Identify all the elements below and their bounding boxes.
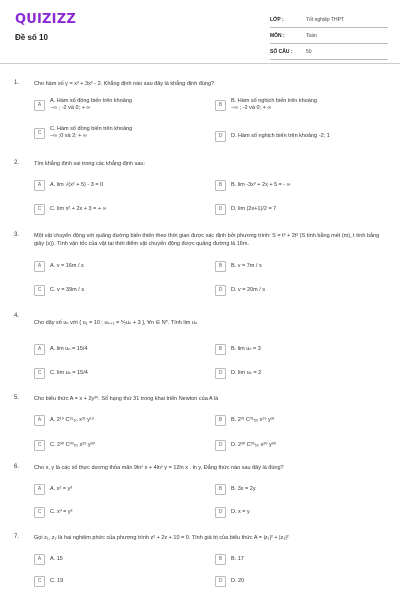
option-letter-box: C [34, 576, 45, 587]
option-text: C. 2³⁰ C³⁰₅₀ x²⁰ y³⁰ [50, 441, 95, 448]
question-number: 3. [14, 232, 20, 238]
option-a[interactable] [34, 177, 212, 193]
option-d[interactable] [215, 365, 390, 381]
option-letter-box: A [34, 415, 45, 426]
option-letter-box: B [215, 261, 226, 272]
option-c[interactable] [34, 125, 212, 141]
question-text: Gọi z₁, z₂ là hai nghiệm phức của phương trình z² + 2z + 10 = 0. Tính giá trị của biểu thức A = |z₁|² + |z₂|² [34, 535, 289, 541]
option-b[interactable] [215, 412, 390, 428]
option-text: A. lim √(x² + 5) - 3 = 0 [50, 181, 104, 188]
question-text: Cho x, y là các số thực dương thỏa mãn 9lnˣ x + 4lnˣ y = 12ln x . ln y. Đẳng thức nào sau đây là đúng? [34, 465, 284, 471]
option-text: C. lim x² + 2x + 3 = + ∞ [50, 205, 107, 212]
option-text: D. 2³⁰ C³⁰₅₀ x²⁰ y³⁰ [231, 441, 276, 448]
meta-label: SỐ CÂU : [270, 48, 293, 55]
option-d[interactable] [215, 437, 390, 453]
question-text: Cho dãy số uₙ với { u₁ = 10 ; uₙ₊₁ = ⅕uₙ + 3 }, ∀n ∈ N*. Tính lim uₙ [34, 320, 198, 326]
option-letter-box: A [34, 344, 45, 355]
meta-value: 50 [306, 48, 312, 55]
option-letter-box: D [215, 440, 226, 451]
option-c[interactable] [34, 504, 212, 520]
option-b[interactable] [215, 177, 390, 193]
meta-row-subject [270, 28, 388, 44]
page-title: Đề số 10 [15, 33, 48, 42]
option-c[interactable] [34, 282, 212, 298]
question-text: Cho biểu thức A = x + 2y³⁰. Số hạng thứ 31 trong khai triển Newton của A là [34, 396, 219, 402]
header-divider [0, 63, 400, 64]
option-c[interactable] [34, 573, 212, 589]
option-text: D. x = y [231, 508, 250, 515]
option-letter-box: B [215, 180, 226, 191]
option-letter-box: C [34, 440, 45, 451]
option-text: C. lim uₙ = 15/4 [50, 369, 88, 376]
question-number: 5. [14, 395, 20, 401]
option-text: B. 2³¹ C³¹₅₀ x¹⁹ y³¹ [231, 416, 275, 423]
option-d[interactable] [215, 573, 390, 589]
option-text: B. Hàm số nghịch biến trên khoảng [231, 98, 317, 104]
option-letter-box: C [34, 128, 45, 139]
meta-label: LỚP : [270, 16, 284, 23]
question-text: Cho hàm số y = x³ + 3x² - 2. Khẳng định nào sau đây là khẳng định đúng? [34, 81, 215, 87]
option-letter-box: B [215, 554, 226, 565]
option-text: D. Hàm số nghịch biến trên khoảng -2; 1 [231, 132, 330, 139]
option-letter-box: A [34, 261, 45, 272]
option-letter-box: B [215, 100, 226, 111]
option-letter-box: C [34, 368, 45, 379]
option-b[interactable] [215, 551, 390, 567]
question-text: Tìm khẳng định sai trong các khẳng định sau: [34, 161, 145, 167]
quizizz-logo: QUIZIZZ [15, 12, 76, 27]
option-letter-box: B [215, 415, 226, 426]
option-letter-box: B [215, 484, 226, 495]
option-letter-box: D [215, 507, 226, 518]
option-b[interactable] [215, 481, 390, 497]
question-number: 2. [14, 160, 20, 166]
option-text-line2: −∞ ; -2 và 0; + ∞ [50, 105, 91, 111]
meta-table [270, 12, 388, 60]
option-c[interactable] [34, 437, 212, 453]
option-letter-box: D [215, 131, 226, 142]
option-text: B. 17 [231, 555, 244, 562]
option-letter-box: C [34, 204, 45, 215]
option-letter-box: C [34, 507, 45, 518]
option-d[interactable] [215, 504, 390, 520]
option-text: D. 20 [231, 577, 245, 584]
option-letter-box: A [34, 100, 45, 111]
option-a[interactable] [34, 481, 212, 497]
option-a[interactable] [34, 341, 212, 357]
option-text: A. lim uₙ = 15/4 [50, 345, 88, 352]
option-letter-box: B [215, 344, 226, 355]
option-d[interactable] [215, 282, 390, 298]
option-letter-box: D [215, 204, 226, 215]
option-text: A. x² = y³ [50, 485, 73, 492]
option-text: A. 2¹⁹ C³¹₃₀ x³¹ y¹⁹ [50, 416, 95, 423]
option-text: A. Hàm số đồng biến trên khoảng [50, 98, 132, 104]
option-text-line2: −∞ ; -2 và 0; + ∞ [231, 105, 272, 111]
option-letter-box: A [34, 180, 45, 191]
meta-label: MÔN : [270, 32, 285, 39]
option-text: B. v = 7m / s [231, 262, 262, 269]
option-text: C. v = 39m / s [50, 286, 85, 293]
option-text: B. lim uₙ = 3 [231, 345, 261, 352]
meta-value: Tốt nghiệp THPT [306, 16, 344, 23]
option-letter-box: D [215, 576, 226, 587]
option-c[interactable] [34, 201, 212, 217]
option-a[interactable] [34, 97, 212, 113]
meta-value: Toán [306, 32, 317, 39]
option-text-line2: −∞ ;0 và 2; + ∞ [50, 133, 87, 139]
option-text: B. 3x = 2y [231, 485, 256, 492]
option-d[interactable] [215, 201, 390, 217]
option-b[interactable] [215, 258, 390, 274]
option-text: C. 19 [50, 577, 64, 584]
option-text: C. Hàm số đồng biến trên khoảng [50, 126, 133, 132]
option-letter-box: D [215, 285, 226, 296]
option-d[interactable] [215, 128, 390, 144]
option-text: D. lim uₙ = 2 [231, 369, 262, 376]
option-text: D. v = 20m / s [231, 286, 266, 293]
option-a[interactable] [34, 412, 212, 428]
question-number: 1. [14, 80, 20, 86]
option-text: C. x³ = y² [50, 508, 73, 515]
question-number: 4. [14, 313, 20, 319]
option-a[interactable] [34, 551, 212, 567]
option-letter-box: D [215, 368, 226, 379]
option-c[interactable] [34, 365, 212, 381]
option-text: A. 15 [50, 555, 63, 562]
question-number: 6. [14, 464, 20, 470]
option-b[interactable] [215, 341, 390, 357]
meta-row-class [270, 12, 388, 28]
option-letter-box: C [34, 285, 45, 296]
option-letter-box: A [34, 554, 45, 565]
meta-row-count [270, 44, 388, 60]
option-text: A. v = 16m / s [50, 262, 84, 269]
question-number: 7. [14, 534, 20, 540]
option-b[interactable] [215, 97, 390, 113]
question-text: Một vật chuyển động với quãng đường biến thiên theo thời gian được xác định bởi phương trình: S = t³ + 2t² (S tính bằng mét (m), t tính bằng giây (s)). Tính vận tốc của vật tại thời điểm vật chuyển động được quãng đường là 16m. [34, 233, 380, 247]
option-text: B. lim -3x³ + 2x + 5 = - ∞ [231, 181, 291, 188]
option-a[interactable] [34, 258, 212, 274]
option-letter-box: A [34, 484, 45, 495]
option-text: D. lim (2x+1)/2 = 7 [231, 205, 277, 212]
